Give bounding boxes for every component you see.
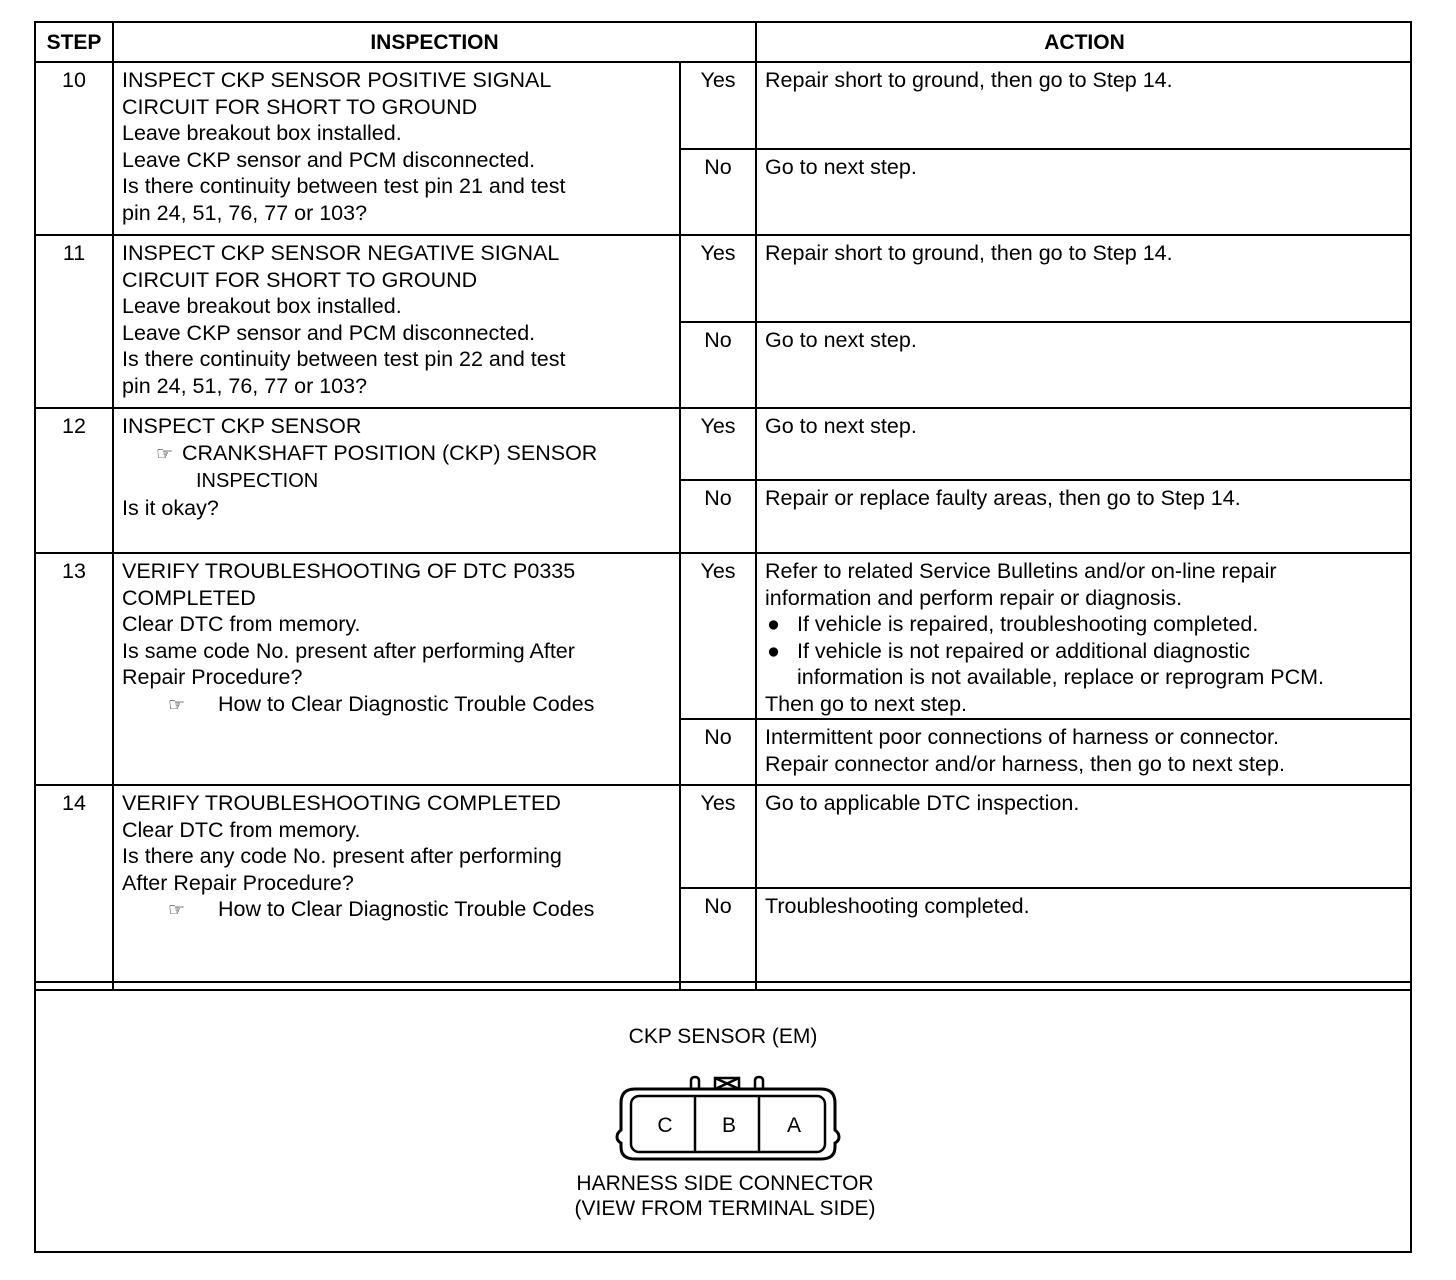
inspection-line: pin 24, 51, 76, 77 or 103? [122,200,368,225]
action-line: Then go to next step. [765,691,968,716]
step-number: 10 [36,62,113,235]
pointing-hand-icon: ☞ [168,900,186,921]
yes-label: Yes [680,235,756,322]
pin-label-a: A [786,1114,802,1137]
inspection-reference [122,440,671,469]
figure-caption [36,1171,1410,1221]
figure-title: CKP SENSOR (EM) [628,1025,818,1048]
inspection-line: After Repair Procedure? [122,870,354,895]
inspection-reference [122,691,671,720]
caption-line: HARNESS SIDE CONNECTOR [576,1172,874,1195]
no-action: Go to next step. [756,149,1412,235]
inspection-line: Is same code No. present after performing After [122,638,575,663]
inspection-line: CIRCUIT FOR SHORT TO GROUND [122,267,478,292]
table-header-row [36,23,1412,62]
yes-label: Yes [680,62,756,149]
inspection-reference [122,896,671,925]
reference-text[interactable]: CRANKSHAFT POSITION (CKP) SENSOR [182,440,598,465]
table-row [36,408,1412,480]
inspection-cell [113,553,680,785]
action-line: Intermittent poor connections of harness or connector. [765,725,1279,749]
connector-figure [36,981,1410,1255]
no-label: No [680,322,756,408]
pointing-hand-icon: ☞ [156,443,174,465]
inspection-cell [113,62,680,235]
no-action: Go to next step. [756,322,1412,408]
yes-action [756,553,1412,719]
step-number: 11 [36,235,113,408]
pointing-hand-icon: ☞ [168,694,186,716]
no-label: No [680,888,756,990]
inspection-line: Is there continuity between test pin 21 and test [122,174,566,198]
bullet-text: information is not available, replace or reprogram PCM. [797,665,1324,689]
yes-label: Yes [680,408,756,480]
no-action: Troubleshooting completed. [756,888,1412,990]
action-line: Repair connector and/or harness, then go to next step. [765,751,1285,776]
inspection-question: Is it okay? [122,495,219,520]
table-row [36,553,1412,719]
inspection-title: INSPECT CKP SENSOR [122,414,362,438]
pin-label-c: C [657,1114,673,1137]
diagnostic-table [36,23,1412,991]
yes-action: Go to next step. [756,408,1412,480]
diagnostic-procedure-sheet [34,21,1412,1253]
step-number: 13 [36,553,113,785]
inspection-line: Leave breakout box installed. [122,121,402,145]
table-row [36,62,1412,149]
reference-text[interactable]: How to Clear Diagnostic Trouble Codes [218,897,595,921]
inspection-line: Is there continuity between test pin 22 and test [122,347,566,371]
caption-block [574,1171,875,1221]
connector-latch [691,1077,763,1089]
no-action [756,719,1412,785]
bullet-text: If vehicle is not repaired or additional diagnostic [797,638,1250,663]
inspection-cell [113,235,680,408]
bullet-item [765,611,1404,638]
yes-label: Yes [680,553,756,719]
reference-text[interactable]: How to Clear Diagnostic Trouble Codes [218,691,595,716]
step-number: 12 [36,408,113,553]
inspection-line: Clear DTC from memory. [122,817,361,842]
inspection-line: VERIFY TROUBLESHOOTING COMPLETED [122,791,561,815]
yes-label: Yes [680,785,756,888]
header-action: ACTION [756,23,1412,62]
yes-action: Repair short to ground, then go to Step 14. [756,235,1412,322]
yes-action: Go to applicable DTC inspection. [756,785,1412,888]
header-step: STEP [36,23,113,62]
bullet-text-block [797,638,1324,691]
inspection-cell [113,408,680,553]
inspection-cell [113,785,680,990]
inspection-line: CIRCUIT FOR SHORT TO GROUND [122,94,478,119]
inspection-line: Is there any code No. present after performing [122,844,562,868]
inspection-line: Leave CKP sensor and PCM disconnected. [122,320,536,345]
bullet-dot-icon: ● [767,638,781,663]
bullet-item [765,638,1404,691]
inspection-line: INSPECT CKP SENSOR POSITIVE SIGNAL [122,68,552,92]
caption-line: (VIEW FROM TERMINAL SIDE) [574,1197,876,1220]
bullet-dot-icon: ● [767,612,781,636]
inspection-line: Leave breakout box installed. [122,294,402,318]
action-line: Refer to related Service Bulletins and/or on-line repair [765,559,1277,583]
no-label: No [680,719,756,785]
inspection-line: pin 24, 51, 76, 77 or 103? [122,373,368,398]
no-label: No [680,480,756,553]
table-row [36,235,1412,322]
reference-text-continued: INSPECTION [196,470,319,492]
inspection-line: Clear DTC from memory. [122,612,361,636]
inspection-line: Repair Procedure? [122,665,303,689]
yes-action: Repair short to ground, then go to Step 14. [756,62,1412,149]
inspection-line: INSPECT CKP SENSOR NEGATIVE SIGNAL [122,241,560,265]
no-label: No [680,149,756,235]
inspection-line: Leave CKP sensor and PCM disconnected. [122,147,536,172]
step-number: 14 [36,785,113,990]
inspection-line: VERIFY TROUBLESHOOTING OF DTC P0335 [122,559,576,583]
inspection-line: COMPLETED [122,585,256,610]
header-inspection: INSPECTION [113,23,756,62]
bullet-text: If vehicle is repaired, troubleshooting completed. [797,612,1259,636]
no-action: Repair or replace faulty areas, then go to Step 14. [756,480,1412,553]
pin-label-b: B [721,1114,737,1137]
action-line: information and perform repair or diagnosis. [765,585,1183,610]
harness-connector-diagram [613,1075,843,1167]
table-row [36,785,1412,888]
